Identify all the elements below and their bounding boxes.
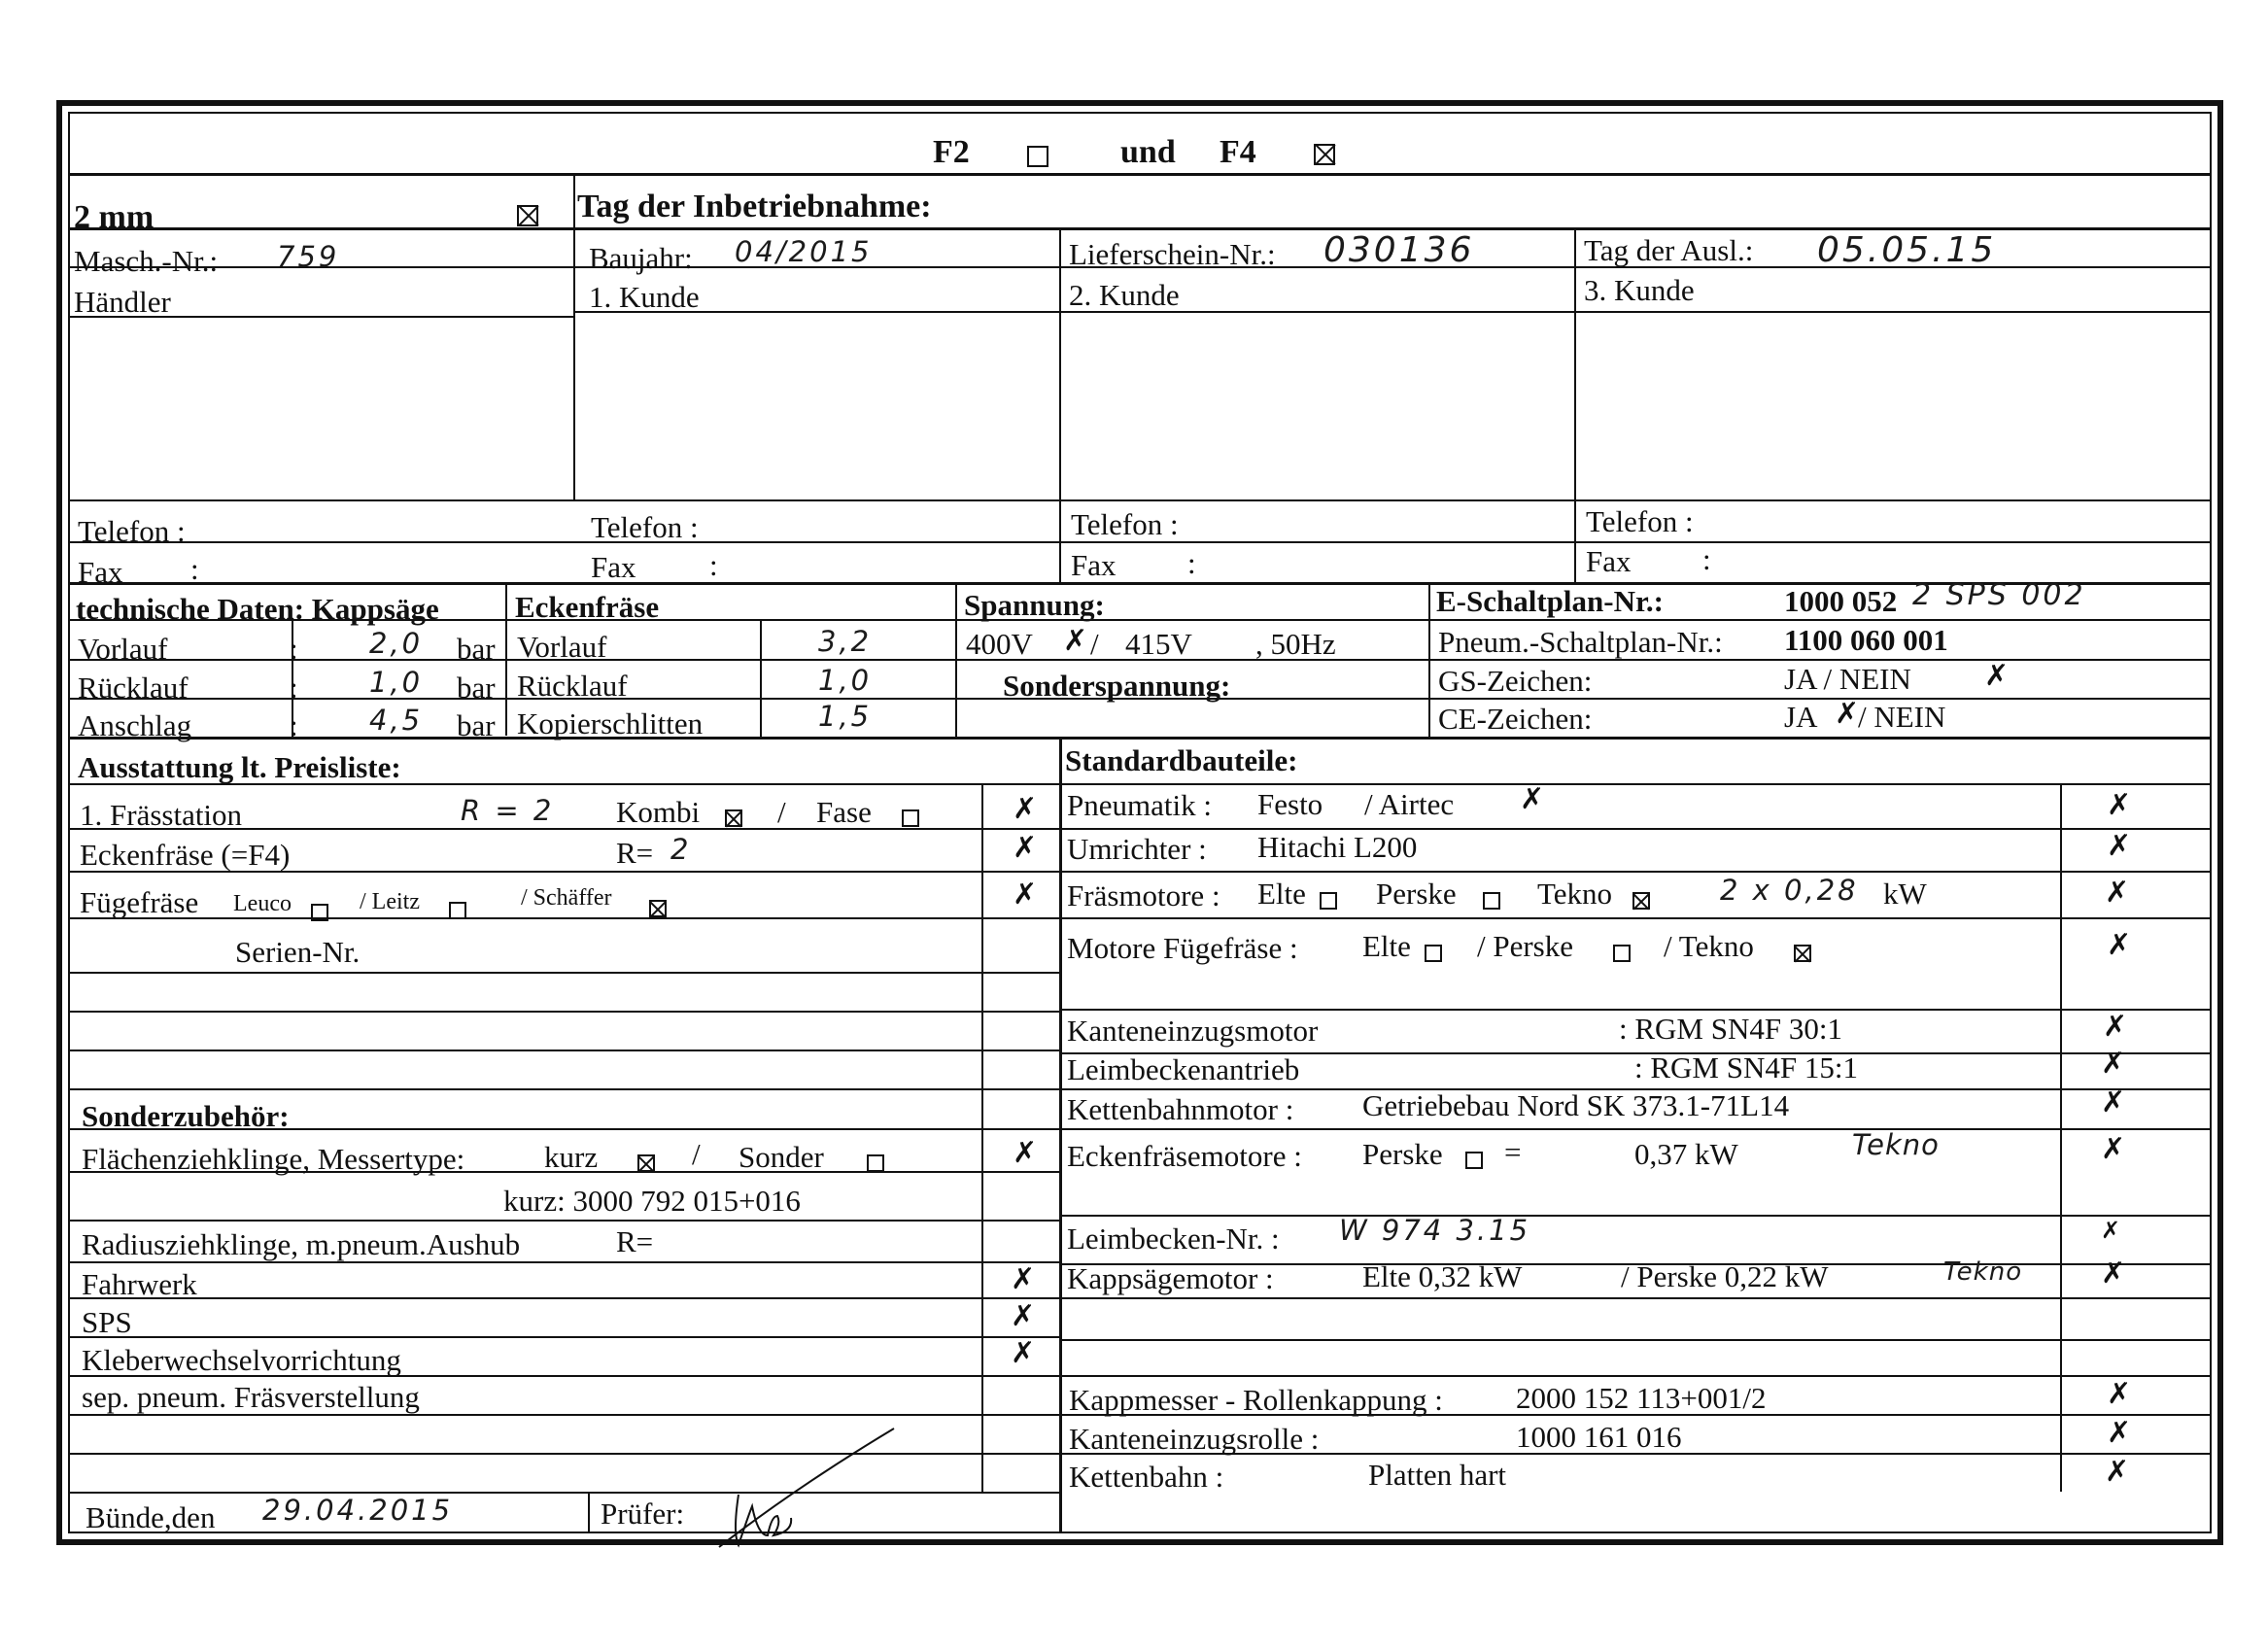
ce-ja: JA bbox=[1784, 700, 1818, 734]
chain-track-check: ✗ bbox=[2105, 1455, 2130, 1489]
cutting-knife-check: ✗ bbox=[2107, 1377, 2132, 1411]
gs-mark-value: JA / NEIN bbox=[1784, 662, 1911, 696]
dealer-label: Händler bbox=[74, 285, 171, 319]
rule bbox=[68, 1297, 2212, 1299]
f2-label: F2 bbox=[933, 134, 970, 170]
dealer-fax-colon: : bbox=[190, 552, 199, 586]
customer-3-fax-colon: : bbox=[1702, 542, 1711, 576]
rule bbox=[68, 1261, 1059, 1263]
rule bbox=[981, 783, 983, 1492]
rule bbox=[68, 1336, 1059, 1338]
sps-mark: ✗ bbox=[1011, 1299, 1036, 1333]
radius-scraper-label: Radiusziehklinge, m.pneum.Aushub bbox=[82, 1227, 521, 1261]
frequency: , 50Hz bbox=[1255, 627, 1336, 661]
saw-forward-unit: bar bbox=[457, 632, 496, 666]
pneumatics-check: ✗ bbox=[2107, 788, 2132, 822]
milling-motors-check: ✗ bbox=[2105, 876, 2130, 910]
chain-track-label: Kettenbahn : bbox=[1069, 1460, 1224, 1494]
glue-tank-number-label: Leimbecken-Nr. : bbox=[1067, 1222, 1280, 1256]
saw-motor-check: ✗ bbox=[2101, 1256, 2126, 1291]
leuco-checkbox bbox=[311, 894, 328, 924]
pneumatic-diagram-label: Pneum.-Schaltplan-Nr.: bbox=[1438, 625, 1723, 659]
slash: / bbox=[777, 795, 786, 829]
build-year-value: 04/2015 bbox=[735, 235, 873, 268]
leitz-label: / Leitz bbox=[360, 889, 420, 914]
glue-tank-number-handwritten: W 974 3.15 bbox=[1339, 1214, 1531, 1247]
ce-nein: / NEIN bbox=[1858, 700, 1946, 734]
joint-perske-label: / Perske bbox=[1477, 929, 1574, 963]
undercarriage-mark: ✗ bbox=[1011, 1262, 1036, 1296]
rule bbox=[68, 871, 2212, 873]
chain-motor-check: ✗ bbox=[2101, 1085, 2126, 1119]
schaeffer-label: / Schäffer bbox=[521, 885, 612, 911]
cutting-knife-value: 2000 152 113+001/2 bbox=[1516, 1381, 1767, 1415]
und-label: und bbox=[1120, 134, 1176, 170]
corner-return-value: 1,0 bbox=[818, 664, 873, 697]
milling-perske-label: Perske bbox=[1376, 877, 1457, 911]
customer-1-fax-colon: : bbox=[709, 548, 718, 582]
airtec-label: / Airtec bbox=[1364, 787, 1455, 821]
customer-2-label: 2. Kunde bbox=[1069, 278, 1180, 312]
corner-cutter-label: Eckenfräse (=F4) bbox=[80, 838, 291, 872]
rule bbox=[68, 1492, 1059, 1494]
kurz-label: kurz bbox=[544, 1140, 599, 1174]
rule bbox=[1059, 1215, 2212, 1217]
dealer-fax-label: Fax bbox=[78, 555, 123, 589]
joint-motors-check: ✗ bbox=[2107, 928, 2132, 962]
edge-feed-roller-value: 1000 161 016 bbox=[1516, 1420, 1682, 1454]
joint-cutter-mark: ✗ bbox=[1013, 878, 1038, 912]
milling-motors-label: Fräsmotore : bbox=[1067, 878, 1220, 912]
saw-motor-perske: / Perske 0,22 kW bbox=[1621, 1259, 1829, 1293]
corner-cutter-title: Eckenfräse bbox=[515, 590, 660, 624]
tech-data-title: technische Daten: Kappsäge bbox=[76, 592, 439, 626]
saw-motor-elte: Elte 0,32 kW bbox=[1362, 1259, 1523, 1293]
date-handwritten: 29.04.2015 bbox=[262, 1494, 454, 1527]
joint-elte-checkbox bbox=[1425, 935, 1442, 965]
joint-tekno-label: / Tekno bbox=[1664, 929, 1754, 963]
machine-number-label: Masch.-Nr.: bbox=[74, 244, 219, 278]
saw-stop-label: Anschlag bbox=[78, 708, 192, 742]
saw-return-label: Rücklauf bbox=[78, 671, 189, 705]
build-year-label: Baujahr: bbox=[589, 241, 693, 275]
saw-motor-handwritten: Tekno bbox=[1943, 1257, 2023, 1287]
rule bbox=[1059, 227, 1061, 582]
delivery-note-label: Lieferschein-Nr.: bbox=[1069, 237, 1276, 271]
sonder-option-label: Sonder bbox=[739, 1140, 824, 1174]
delivery-date-value: 05.05.15 bbox=[1817, 230, 1997, 270]
inner-frame bbox=[68, 112, 2212, 1533]
inspector-signature bbox=[709, 1419, 904, 1555]
corner-motor-perske-checkbox bbox=[1465, 1142, 1483, 1172]
corner-motor-perske-label: Perske bbox=[1362, 1137, 1443, 1171]
glue-drive-value: : RGM SN4F 15:1 bbox=[1634, 1050, 1858, 1084]
gs-nein-mark: ✗ bbox=[1984, 659, 2010, 693]
edge-feed-roller-label: Kanteneinzugsrolle : bbox=[1069, 1422, 1320, 1456]
rule bbox=[2060, 783, 2062, 1492]
rule bbox=[505, 582, 507, 736]
corner-cutter-mark: ✗ bbox=[1013, 831, 1038, 865]
f2-checkbox bbox=[1027, 140, 1048, 170]
pneumatics-label: Pneumatik : bbox=[1067, 788, 1212, 822]
rule bbox=[760, 619, 762, 737]
wiring-diagram-label: E-Schaltplan-Nr.: bbox=[1436, 584, 1664, 618]
corner-cutter-r: R= bbox=[616, 836, 654, 870]
customer-1-label: 1. Kunde bbox=[589, 280, 700, 314]
voltage-title: Spannung: bbox=[964, 588, 1105, 622]
rule bbox=[1059, 1009, 2212, 1011]
customer-1-phone-label: Telefon : bbox=[591, 510, 699, 544]
machine-number-value: 759 bbox=[277, 240, 340, 273]
inverter-check: ✗ bbox=[2107, 829, 2132, 863]
rule bbox=[68, 541, 2212, 543]
serial-number-label: Serien-Nr. bbox=[235, 935, 361, 969]
wiring-diagram-value: 1000 052 bbox=[1784, 584, 1898, 618]
f4-label: F4 bbox=[1220, 134, 1256, 170]
kurz-part-number: kurz: 3000 792 015+016 bbox=[503, 1184, 801, 1218]
place-date-label: Bünde,den bbox=[86, 1500, 216, 1534]
rule bbox=[573, 311, 2212, 313]
milling-elte-checkbox bbox=[1320, 882, 1337, 912]
kombi-label: Kombi bbox=[616, 795, 701, 829]
customer-3-label: 3. Kunde bbox=[1584, 273, 1695, 307]
rule bbox=[955, 582, 957, 737]
inverter-value: Hitachi L200 bbox=[1257, 830, 1418, 864]
rule bbox=[1428, 582, 1430, 737]
saw-stop-unit: bar bbox=[457, 708, 496, 742]
chain-motor-value: Getriebebau Nord SK 373.1-71L14 bbox=[1362, 1088, 1790, 1122]
corner-cutter-radius: 2 bbox=[670, 833, 692, 866]
delivery-note-value: 030136 bbox=[1323, 230, 1475, 270]
saw-return-unit: bar bbox=[457, 671, 496, 705]
inverter-label: Umrichter : bbox=[1067, 832, 1207, 866]
sonder-checkbox bbox=[867, 1145, 884, 1175]
undercarriage-label: Fahrwerk bbox=[82, 1267, 197, 1301]
rule bbox=[68, 499, 2212, 501]
rule bbox=[68, 737, 2212, 740]
joint-cutter-label: Fügefräse bbox=[80, 885, 199, 919]
voltage-400-mark: ✗ bbox=[1063, 624, 1088, 658]
joint-elte-label: Elte bbox=[1362, 929, 1411, 963]
edge-feed-motor-label: Kanteneinzugsmotor bbox=[1067, 1014, 1319, 1048]
kombi-checkbox bbox=[725, 800, 742, 830]
airtec-mark: ✗ bbox=[1520, 782, 1545, 816]
inspector-label: Prüfer: bbox=[601, 1497, 685, 1531]
glue-drive-label: Leimbeckenantrieb bbox=[1067, 1052, 1300, 1086]
edge-feed-motor-value: : RGM SN4F 30:1 bbox=[1619, 1012, 1842, 1046]
saw-forward-value: 2,0 bbox=[369, 627, 424, 660]
sps-label: SPS bbox=[82, 1305, 132, 1339]
pneumatic-adjust-label: sep. pneum. Fräsverstellung bbox=[82, 1380, 420, 1414]
kurz-checkbox bbox=[637, 1145, 655, 1175]
corner-motor-equals: = bbox=[1504, 1135, 1522, 1169]
joint-perske-checkbox bbox=[1613, 935, 1631, 965]
rule bbox=[68, 1088, 2212, 1090]
rule bbox=[68, 1220, 1059, 1222]
saw-return-value: 1,0 bbox=[369, 666, 424, 699]
corner-forward-label: Vorlauf bbox=[517, 630, 607, 664]
customer-3-fax-label: Fax bbox=[1586, 544, 1632, 578]
glue-tank-check: ✗ bbox=[2101, 1217, 2121, 1244]
pneumatic-diagram-value: 1100 060 001 bbox=[1784, 623, 1948, 657]
rule bbox=[1574, 227, 1576, 582]
joint-motors-label: Motore Fügefräse : bbox=[1067, 931, 1298, 965]
ce-ja-mark: ✗ bbox=[1835, 697, 1860, 731]
customer-2-fax-colon: : bbox=[1187, 546, 1196, 580]
colon: : bbox=[290, 632, 298, 666]
corner-forward-value: 3,2 bbox=[818, 625, 873, 658]
joint-tekno-checkbox bbox=[1794, 935, 1811, 965]
milling-power-handwritten: 2 x 0,28 bbox=[1720, 874, 1859, 907]
voltage-separator: / bbox=[1090, 627, 1099, 661]
leuco-label: Leuco bbox=[233, 891, 292, 916]
saw-motor-label: Kappsägemotor : bbox=[1067, 1261, 1274, 1295]
milling-station-radius: R = 2 bbox=[461, 794, 555, 827]
rule bbox=[68, 972, 1059, 974]
chain-track-value: Platten hart bbox=[1368, 1458, 1507, 1492]
schaeffer-checkbox bbox=[649, 890, 667, 920]
rule bbox=[1059, 1339, 2212, 1341]
corner-motor-check: ✗ bbox=[2101, 1132, 2126, 1166]
f4-checkbox bbox=[1314, 138, 1335, 168]
corner-motor-handwritten: Tekno bbox=[1852, 1128, 1940, 1161]
saw-forward-label: Vorlauf bbox=[78, 632, 168, 666]
fase-label: Fase bbox=[816, 795, 872, 829]
radius-scraper-r: R= bbox=[616, 1224, 654, 1258]
scraper-mark: ✗ bbox=[1013, 1136, 1038, 1170]
rule bbox=[588, 1492, 590, 1533]
edge-feed-motor-check: ✗ bbox=[2103, 1010, 2128, 1044]
wiring-diagram-handwritten: 2 SPS 002 bbox=[1912, 578, 2086, 612]
customer-2-fax-label: Fax bbox=[1071, 548, 1117, 582]
delivery-date-label: Tag der Ausl.: bbox=[1584, 233, 1754, 267]
colon: : bbox=[290, 708, 298, 742]
scraper-label: Flächenziehklinge, Messertype: bbox=[82, 1142, 465, 1176]
milling-tekno-checkbox bbox=[1632, 882, 1650, 912]
chain-motor-label: Kettenbahnmotor : bbox=[1067, 1092, 1294, 1126]
rule bbox=[573, 173, 575, 499]
copy-slide-value: 1,5 bbox=[818, 700, 873, 733]
customer-3-phone-label: Telefon : bbox=[1586, 504, 1694, 538]
thickness-label: 2 mm bbox=[74, 199, 155, 235]
slash: / bbox=[692, 1137, 701, 1171]
milling-elte-label: Elte bbox=[1257, 877, 1306, 911]
rule bbox=[68, 828, 2212, 830]
milling-station-mark: ✗ bbox=[1013, 792, 1038, 826]
corner-return-label: Rücklauf bbox=[517, 669, 628, 703]
thickness-checkbox bbox=[517, 199, 538, 229]
edge-feed-roller-check: ✗ bbox=[2107, 1416, 2132, 1450]
milling-station-label: 1. Frässtation bbox=[80, 798, 243, 832]
glue-changer-mark: ✗ bbox=[1011, 1336, 1036, 1370]
customer-1-fax-label: Fax bbox=[591, 550, 636, 584]
voltage-400: 400V bbox=[966, 627, 1033, 661]
rule bbox=[1059, 737, 1062, 1533]
special-accessories-title: Sonderzubehör: bbox=[82, 1099, 290, 1133]
milling-power-unit: kW bbox=[1883, 877, 1927, 911]
leitz-checkbox bbox=[449, 892, 466, 922]
fase-checkbox bbox=[902, 800, 919, 830]
milling-perske-checkbox bbox=[1483, 882, 1500, 912]
special-voltage-label: Sonderspannung: bbox=[1003, 669, 1231, 703]
equipment-title: Ausstattung lt. Preisliste: bbox=[78, 750, 401, 784]
customer-2-phone-label: Telefon : bbox=[1071, 507, 1179, 541]
saw-stop-value: 4,5 bbox=[369, 704, 424, 737]
rule bbox=[68, 1050, 1059, 1051]
glue-changer-label: Kleberwechselvorrichtung bbox=[82, 1343, 401, 1377]
ce-mark-label: CE-Zeichen: bbox=[1438, 702, 1593, 736]
rule bbox=[68, 173, 2212, 176]
colon: : bbox=[290, 671, 298, 705]
standard-parts-title: Standardbauteile: bbox=[1065, 743, 1298, 777]
voltage-415: 415V bbox=[1125, 627, 1192, 661]
corner-motor-power: 0,37 kW bbox=[1634, 1137, 1738, 1171]
cutting-knife-label: Kappmesser - Rollenkappung : bbox=[1069, 1383, 1443, 1417]
corner-motor-label: Eckenfräsemotore : bbox=[1067, 1139, 1302, 1173]
dealer-phone-label: Telefon : bbox=[78, 514, 186, 548]
rule bbox=[68, 917, 2212, 919]
copy-slide-label: Kopierschlitten bbox=[517, 706, 704, 740]
milling-tekno-label: Tekno bbox=[1537, 877, 1613, 911]
rule bbox=[68, 1011, 1059, 1013]
glue-drive-check: ✗ bbox=[2101, 1047, 2126, 1081]
commissioning-date-label: Tag der Inbetriebnahme: bbox=[577, 189, 932, 224]
gs-mark-label: GS-Zeichen: bbox=[1438, 664, 1593, 698]
festo-label: Festo bbox=[1257, 787, 1323, 821]
